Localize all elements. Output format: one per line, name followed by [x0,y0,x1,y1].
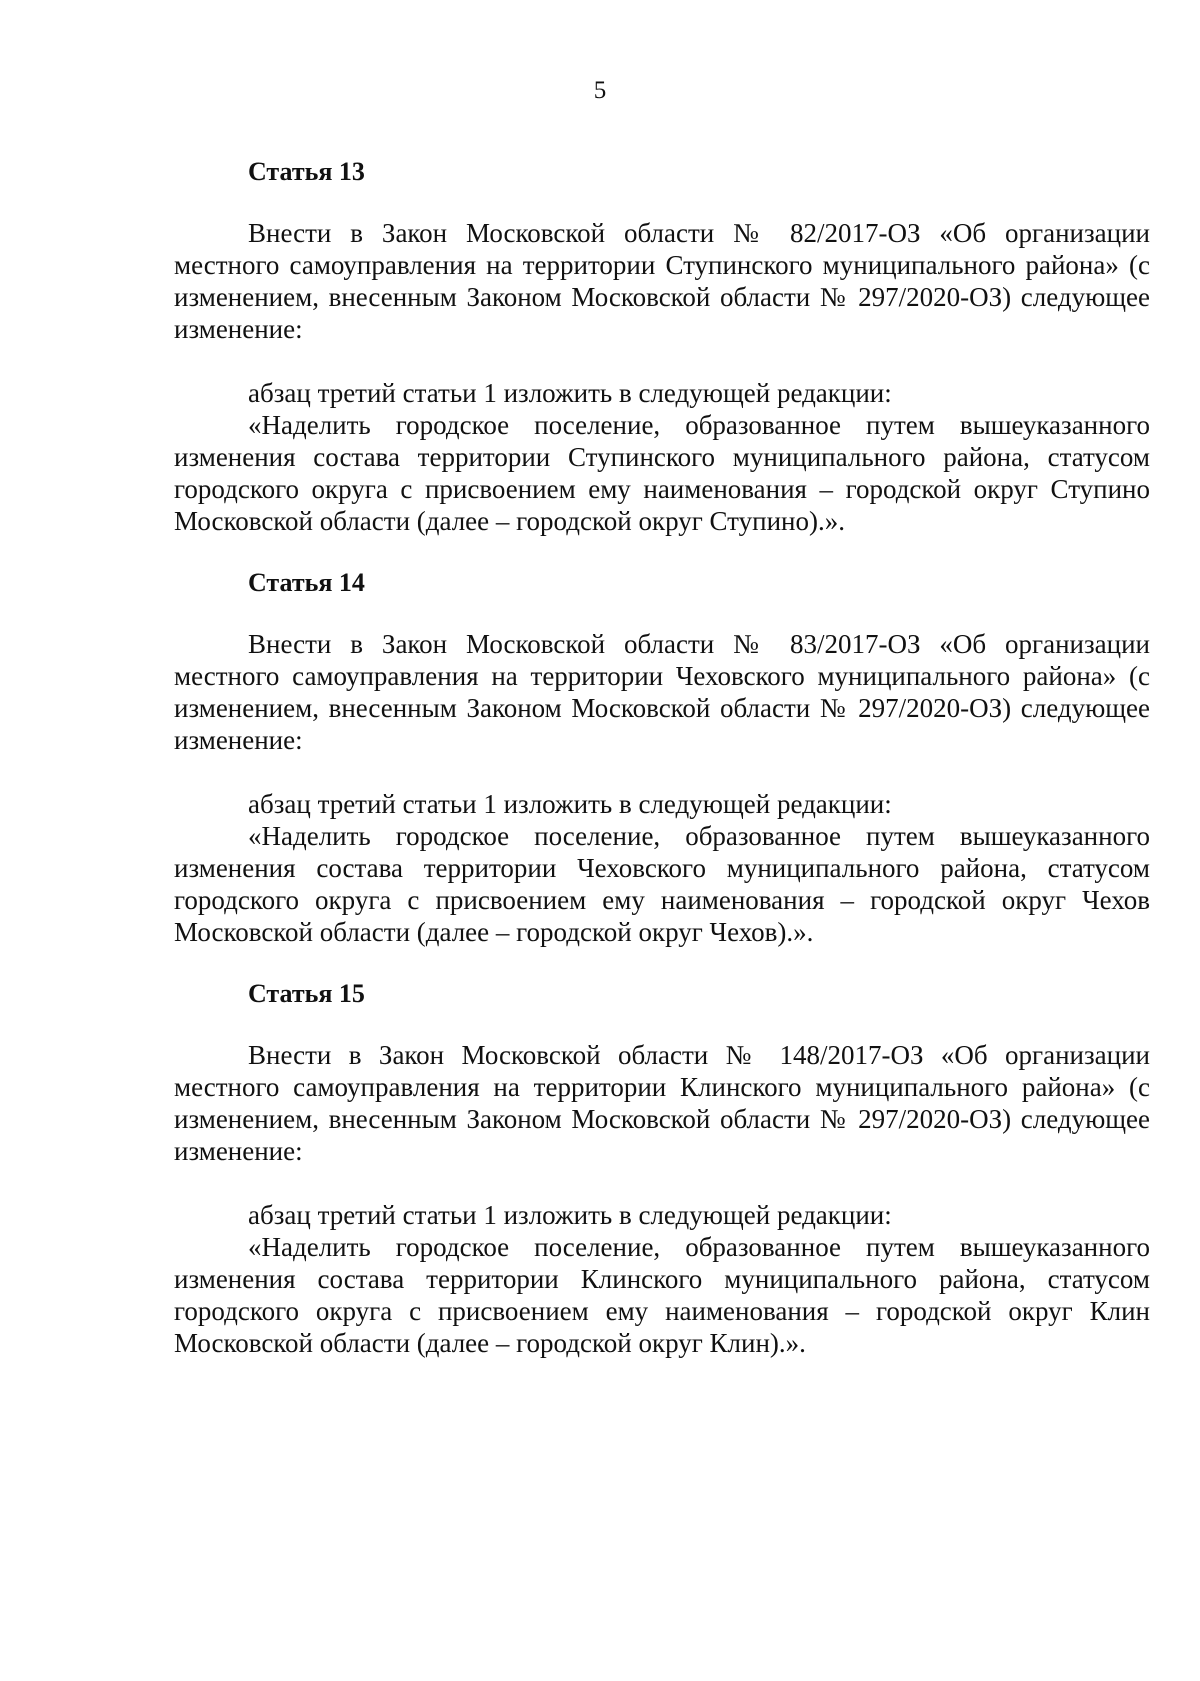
article-13 [174,156,1150,537]
article-15 [174,978,1150,1359]
article-intro-paragraph: Внести в Закон Московской области № 148/2017-ОЗ «Об организации местного самоуправления на территории Клинского муниципального района» (с изменением, внесенным Законом Московской области № 297/2020-ОЗ) следующее изменение: [174,1040,1150,1166]
document-body [174,156,1150,1359]
article-instruction-paragraph: абзац третий статьи 1 изложить в следующей редакции: [248,789,892,819]
article-quote-paragraph: «Наделить городское поселение, образованное путем вышеуказанного изменения состава территории Ступинского муниципального района, статусом городского округа с присвоением ему наименования – городской округ Ступино Московской области (далее – городской округ Ступино).». [174,410,1150,536]
article-instruction-paragraph: абзац третий статьи 1 изложить в следующей редакции: [248,1200,892,1230]
article-heading: Статья 14 [248,568,365,597]
article-14 [174,567,1150,948]
article-heading: Статья 15 [248,979,365,1008]
article-intro-paragraph: Внести в Закон Московской области № 82/2017-ОЗ «Об организации местного самоуправления на территории Ступинского муниципального района» (с изменением, внесенным Законом Московской области № 297/2020-ОЗ) следующее изменение: [174,218,1150,344]
article-heading: Статья 13 [248,157,365,186]
article-intro-paragraph: Внести в Закон Московской области № 83/2017-ОЗ «Об организации местного самоуправления на территории Чеховского муниципального района» (с изменением, внесенным Законом Московской области № 297/2020-ОЗ) следующее изменение: [174,629,1150,755]
article-quote-paragraph: «Наделить городское поселение, образованное путем вышеуказанного изменения состава территории Клинского муниципального района, статусом городского округа с присвоением ему наименования – городской округ Клин Московской области (далее – городской округ Клин).». [174,1232,1150,1358]
article-quote-paragraph: «Наделить городское поселение, образованное путем вышеуказанного изменения состава территории Чеховского муниципального района, статусом городского округа с присвоением ему наименования – городской округ Чехов Московской области (далее – городской округ Чехов).». [174,821,1150,947]
article-instruction-paragraph: абзац третий статьи 1 изложить в следующей редакции: [248,378,892,408]
page-number: 5 [593,77,607,104]
